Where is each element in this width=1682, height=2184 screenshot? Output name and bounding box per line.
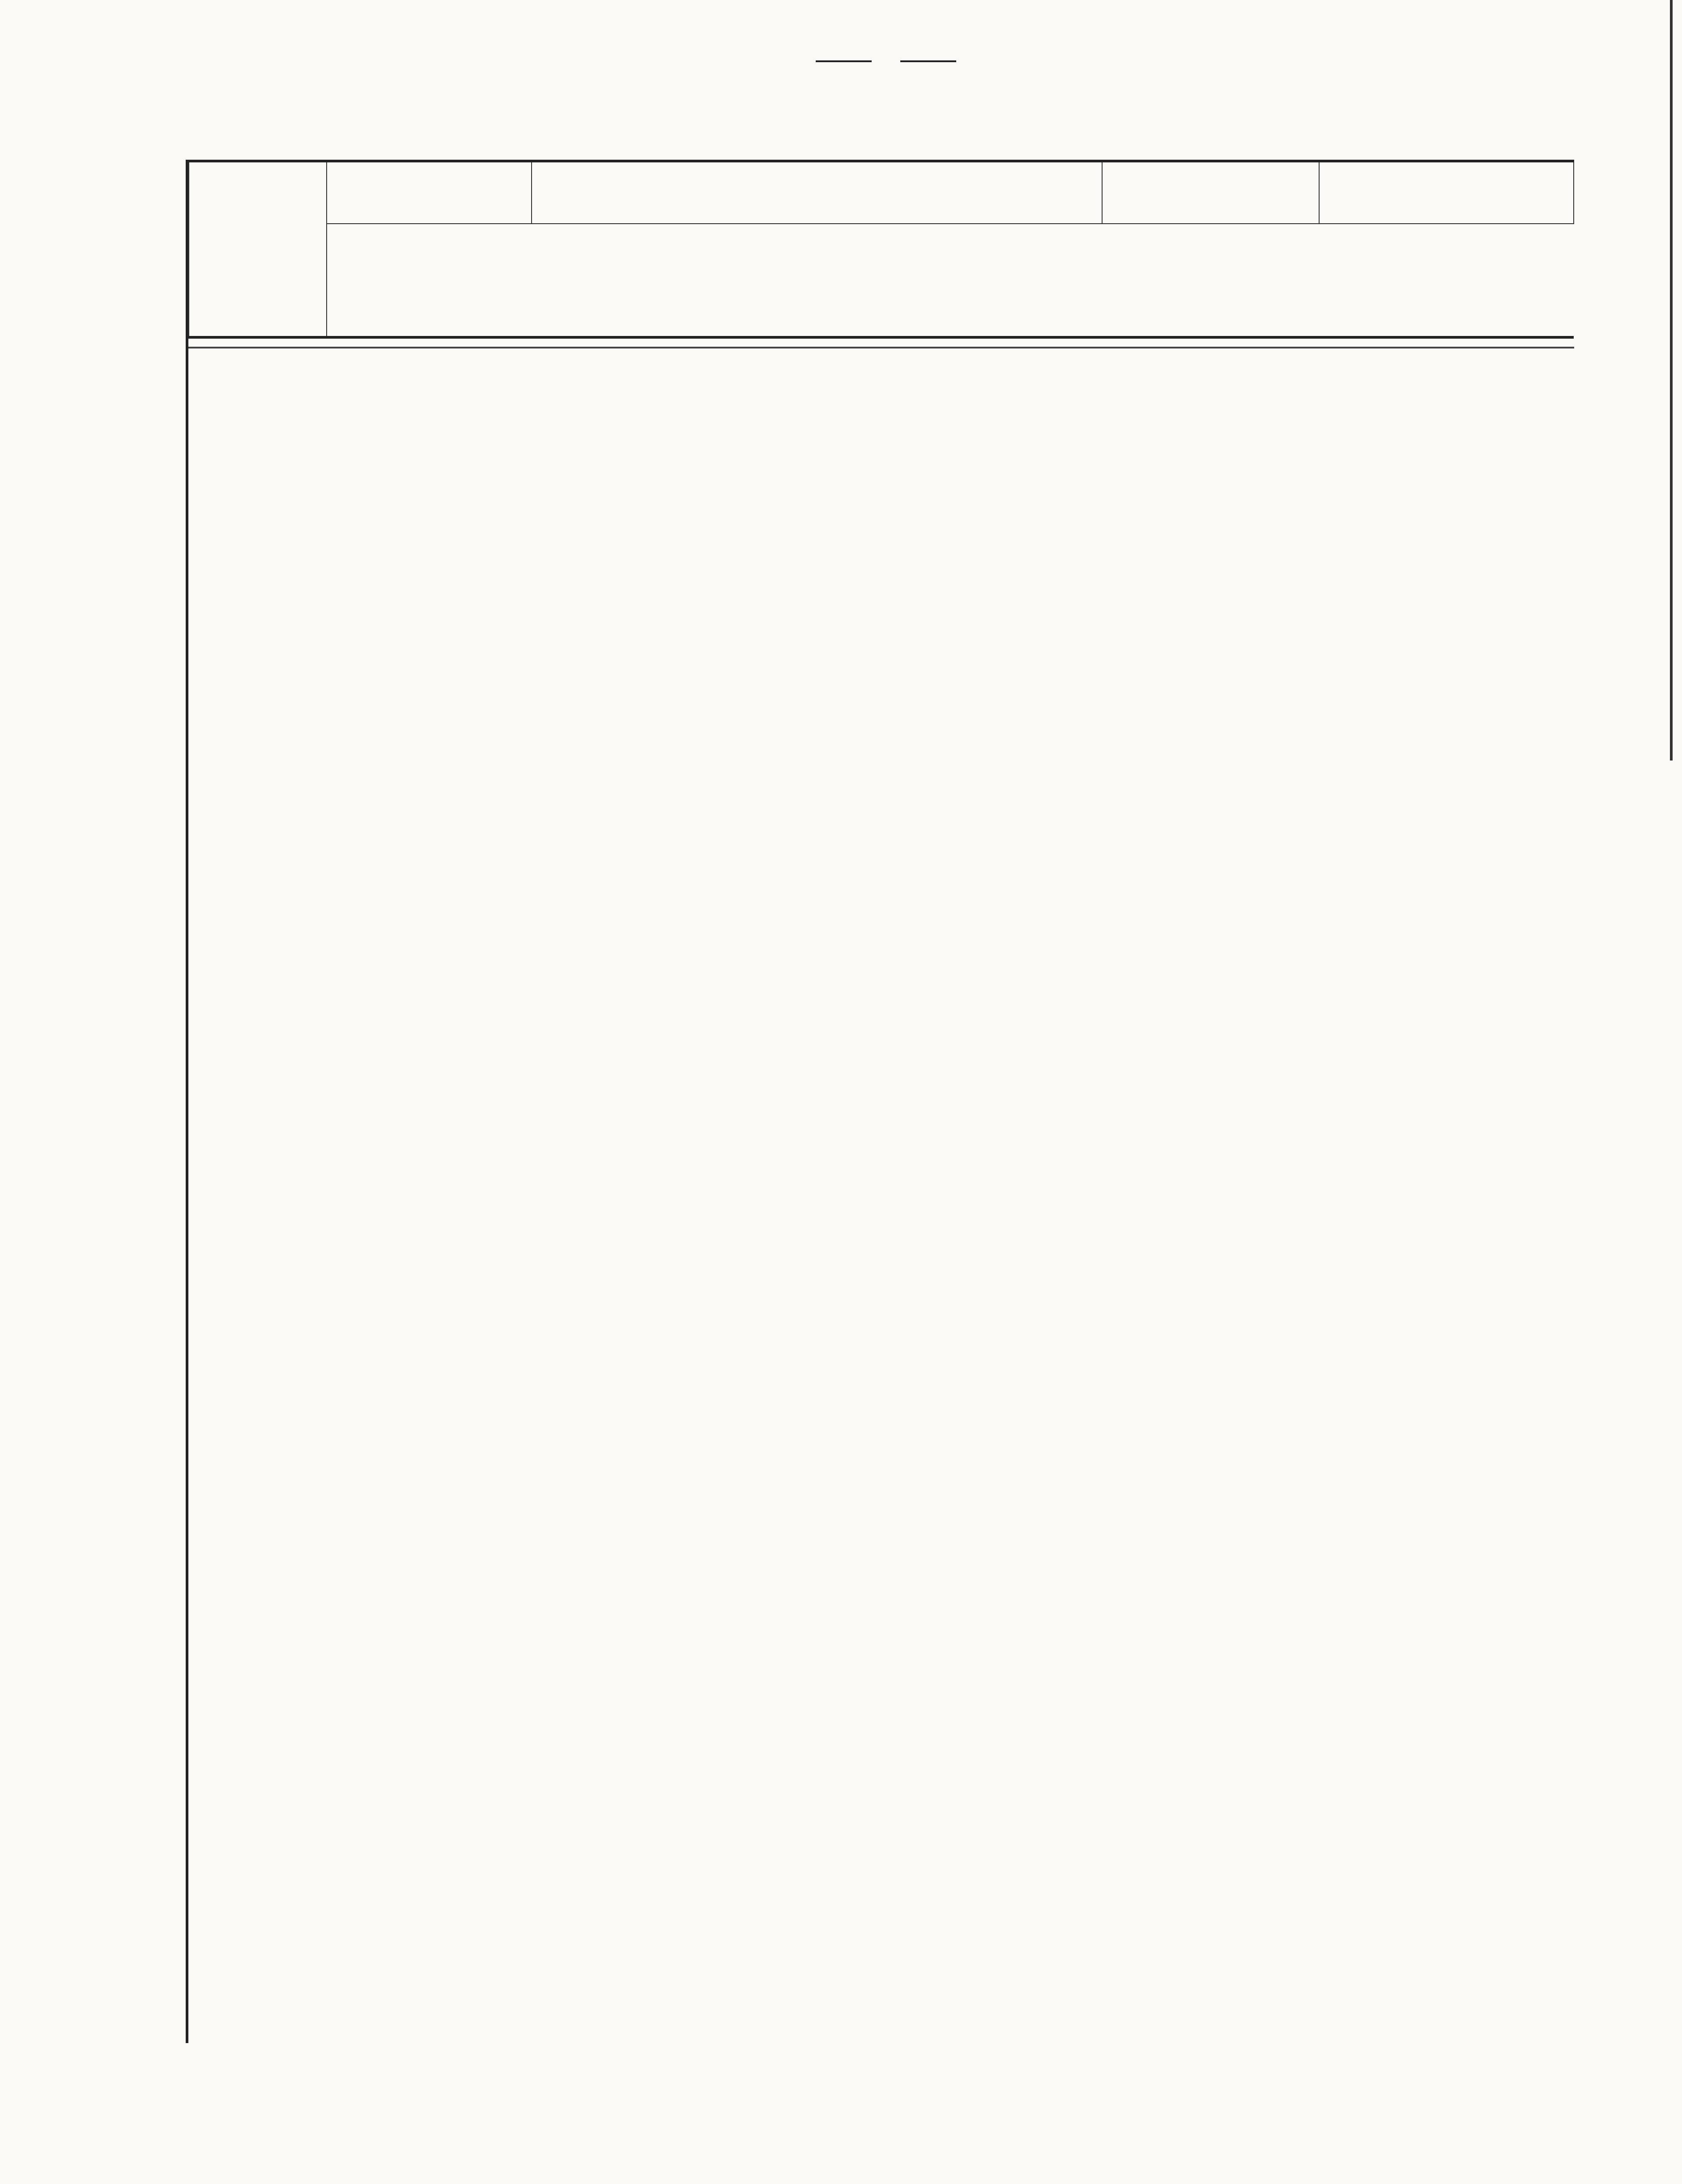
page-number — [761, 42, 1011, 75]
header-lufttemperatur — [532, 161, 1102, 224]
column-header — [188, 160, 1574, 339]
table-frame — [186, 160, 1576, 2043]
header-units — [189, 311, 1574, 337]
header-absolute-feuchtigkeit — [1102, 161, 1319, 224]
right-edge-rule — [1670, 0, 1673, 761]
header-column-names — [189, 224, 1574, 311]
header-bottom-rule — [188, 347, 1574, 348]
header-luftdruck — [327, 161, 532, 224]
header-relative-feuchtigkeit — [1319, 161, 1574, 224]
header-monat — [189, 161, 327, 337]
